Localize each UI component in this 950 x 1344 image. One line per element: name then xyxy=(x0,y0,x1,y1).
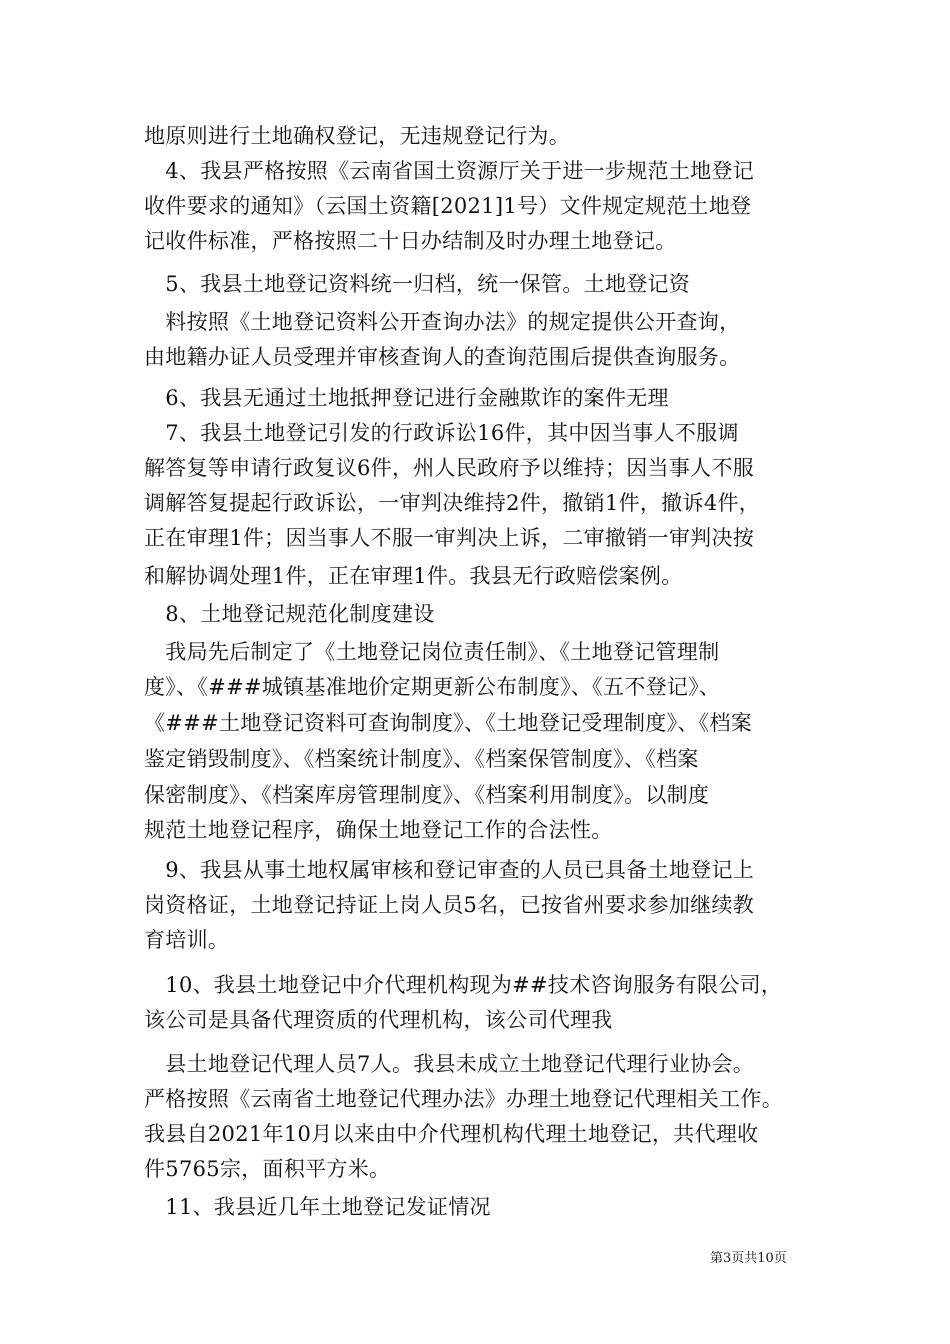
text-line: 岗资格证，土地登记持证上岗人员5名，已按省州要求参加继续教 xyxy=(144,893,755,917)
text-line: 县土地登记代理人员7人。我县未成立土地登记代理行业协会。 xyxy=(144,1052,755,1076)
text-line: 调解答复提起行政诉讼，一审判决维持2件，撤销1件，撤诉4件， xyxy=(144,491,761,515)
page-footer: 第3页共10页 xyxy=(710,1251,787,1266)
text-line: 6、我县无通过土地抵押登记进行金融欺诈的案件无理 xyxy=(144,386,669,410)
text-line: 保密制度》、《档案库房管理制度》、《档案利用制度》。以制度 xyxy=(144,783,710,807)
text-line: 规范土地登记程序，确保土地登记工作的合法性。 xyxy=(144,818,613,842)
text-line: 5、我县土地登记资料统一归档，统一保管。土地登记资 xyxy=(144,272,691,296)
text-line: 度》、《###城镇基准地价定期更新公布制度》、《五不登记》、 xyxy=(144,675,721,699)
text-line: 料按照《土地登记资料公开查询办法》的规定提供公开查询， xyxy=(144,310,741,334)
text-line: 严格按照《云南省土地登记代理办法》办理土地登记代理相关工作。 xyxy=(144,1087,783,1111)
text-line: 育培训。 xyxy=(144,928,230,952)
text-line: 地原则进行土地确权登记，无违规登记行为。 xyxy=(144,124,570,148)
text-line: 正在审理1件；因当事人不服一审判决上诉，二审撤销一审判决按 xyxy=(144,526,755,550)
text-line: 由地籍办证人员受理并审核查询人的查询范围后提供查询服务。 xyxy=(144,345,741,369)
text-line: 9、我县从事土地权属审核和登记审查的人员已具备土地登记上 xyxy=(144,858,755,882)
text-line: 《###土地登记资料可查询制度》、《土地登记受理制度》、《档案 xyxy=(144,711,753,735)
text-line: 我县自2021年10月以来由中介代理机构代理土地登记，共代理收 xyxy=(144,1122,759,1146)
text-line: 该公司是具备代理资质的代理机构，该公司代理我 xyxy=(144,1008,613,1032)
text-line: 11、我县近几年土地登记发证情况 xyxy=(144,1195,491,1219)
text-line: 收件要求的通知》（云国土资籍[2021]1号）文件规定规范土地登 xyxy=(144,194,752,218)
text-line: 鉴定销毁制度》、《档案统计制度》、《档案保管制度》、《档案 xyxy=(144,747,699,771)
text-line: 4、我县严格按照《云南省国土资源厅关于进一步规范土地登记 xyxy=(144,159,755,183)
text-line: 件5765宗，面积平方米。 xyxy=(144,1157,391,1181)
text-line: 7、我县土地登记引发的行政诉讼16件，其中因当事人不服调 xyxy=(144,421,739,445)
text-line: 我局先后制定了《土地登记岗位责任制》、《土地登记管理制 xyxy=(144,640,720,664)
text-line: 10、我县土地登记中介代理机构现为##技术咨询服务有限公司， xyxy=(144,973,783,997)
text-line: 8、土地登记规范化制度建设 xyxy=(144,602,435,626)
text-line: 和解协调处理1件，正在审理1件。我县无行政赔偿案例。 xyxy=(144,564,683,588)
text-line: 记收件标准，严格按照二十日办结制及时办理土地登记。 xyxy=(144,229,677,253)
text-line: 解答复等申请行政复议6件，州人民政府予以维持；因当事人不服 xyxy=(144,456,755,480)
